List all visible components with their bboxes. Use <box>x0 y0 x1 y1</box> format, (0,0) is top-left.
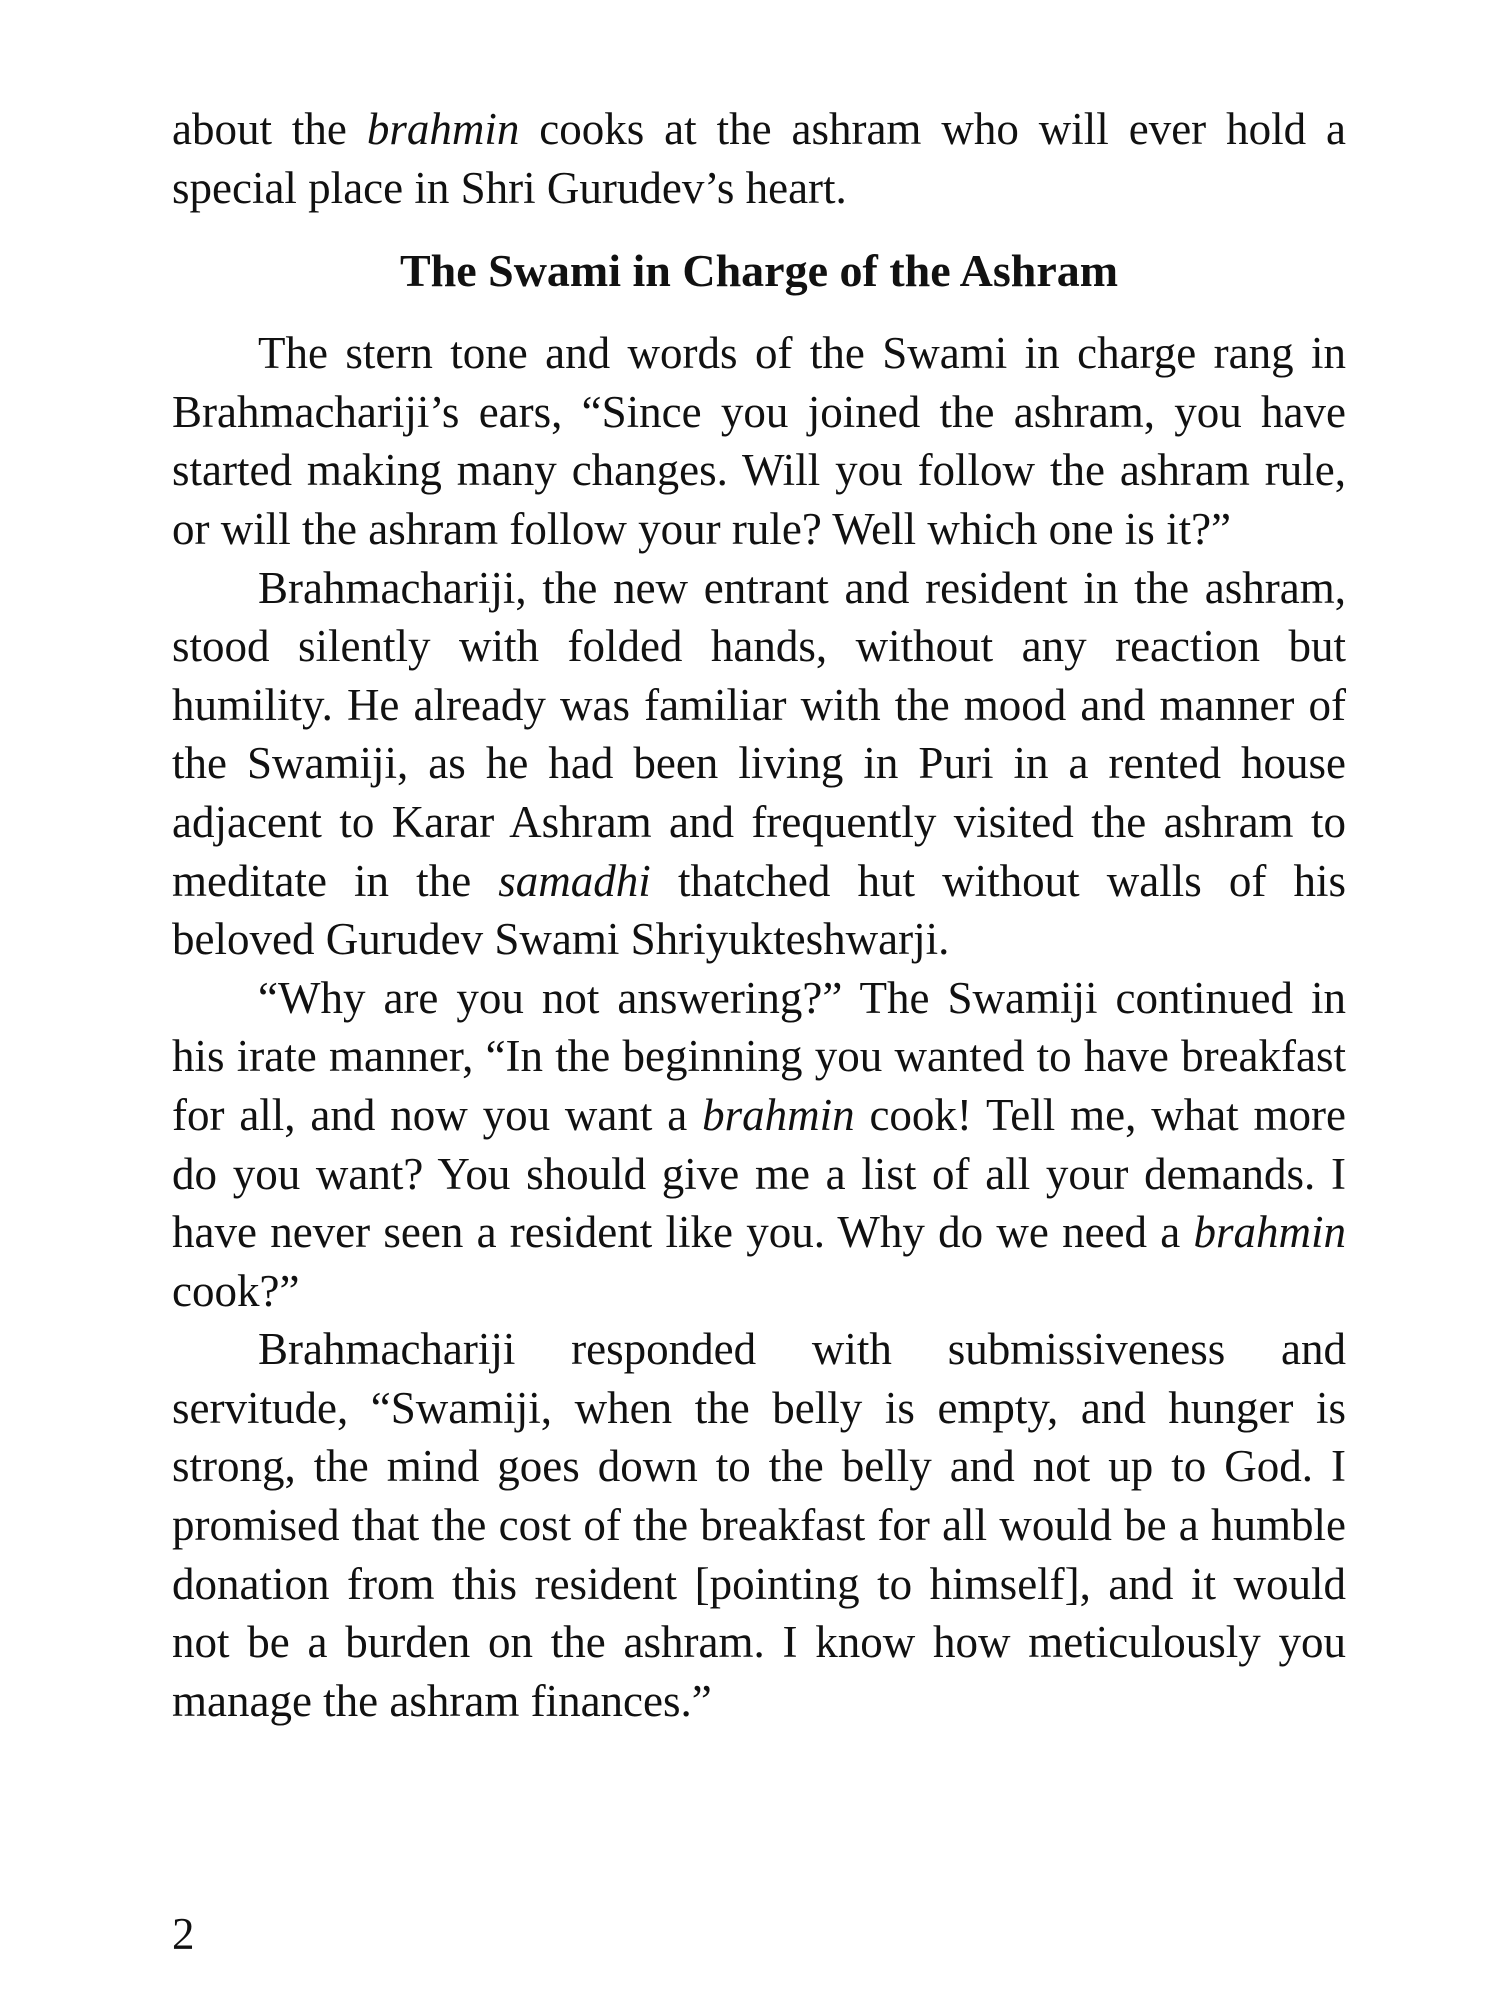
paragraph-3 <box>172 559 1346 969</box>
paragraph-1 <box>172 100 1346 217</box>
paragraph-1-italic-brahmin: brahmin <box>366 104 520 154</box>
paragraph-4-text-2: cook! Tell me, what more do you want? You should give me a list of all your demands. I have never seen a resident like you. Why do we need a <box>172 1089 1346 1258</box>
paragraph-2 <box>172 324 1346 558</box>
paragraph-5 <box>172 1320 1346 1730</box>
paragraph-4-text-3: cook?” <box>172 1265 300 1316</box>
paragraph-4 <box>172 969 1346 1321</box>
page-number: 2 <box>172 1909 195 1959</box>
page-body <box>172 100 1346 1730</box>
paragraph-3-text-2: thatched hut without walls of his beloved Gurudev Swami Shriyukteshwarji. <box>172 855 1346 965</box>
section-heading: The Swami in Charge of the Ashram <box>399 245 1119 297</box>
paragraph-1-text-1: about the <box>172 104 367 154</box>
paragraph-3-text-1: Brahmachariji, the new entrant and resident in the ashram, stood silently with folded hands, without any reaction but humility. He already was familiar with the mood and manner of the Swamiji, as he had been living in Puri in a rented house adjacent to Karar Ashram and frequently visited the ashram to meditate in the <box>172 562 1346 906</box>
paragraph-4-italic-brahmin-2: brahmin <box>1193 1207 1346 1258</box>
paragraph-2-text-1: The stern tone and words of the Swami in charge rang in Brahmachariji’s ears, “Since you joined the ashram, you have started making many changes. Will you follow the ashram rule, or will the ashram follow your rule? Well which one is it?” <box>172 328 1346 554</box>
paragraph-3-italic-samadhi: samadhi <box>498 855 651 906</box>
paragraph-4-italic-brahmin-1: brahmin <box>702 1089 855 1140</box>
paragraph-1-text-2: cooks at the ashram who will ever hold a special place in Shri Gurudev’s heart. <box>172 104 1346 213</box>
paragraph-5-text-1: Brahmachariji responded with submissiveness and servitude, “Swamiji, when the belly is empty, and hunger is strong, the mind goes down to the belly and not up to God. I promised that the cost of the breakfast for all would be a humble donation from this resident [pointing to himself], and it would not be a burden on the ashram. I know how meticulously you manage the ashram finances.” <box>172 1324 1346 1726</box>
paragraph-4-text-1: “Why are you not answering?” The Swamiji continued in his irate manner, “In the beginning you wanted to have breakfast for all, and now you want a <box>172 972 1346 1140</box>
